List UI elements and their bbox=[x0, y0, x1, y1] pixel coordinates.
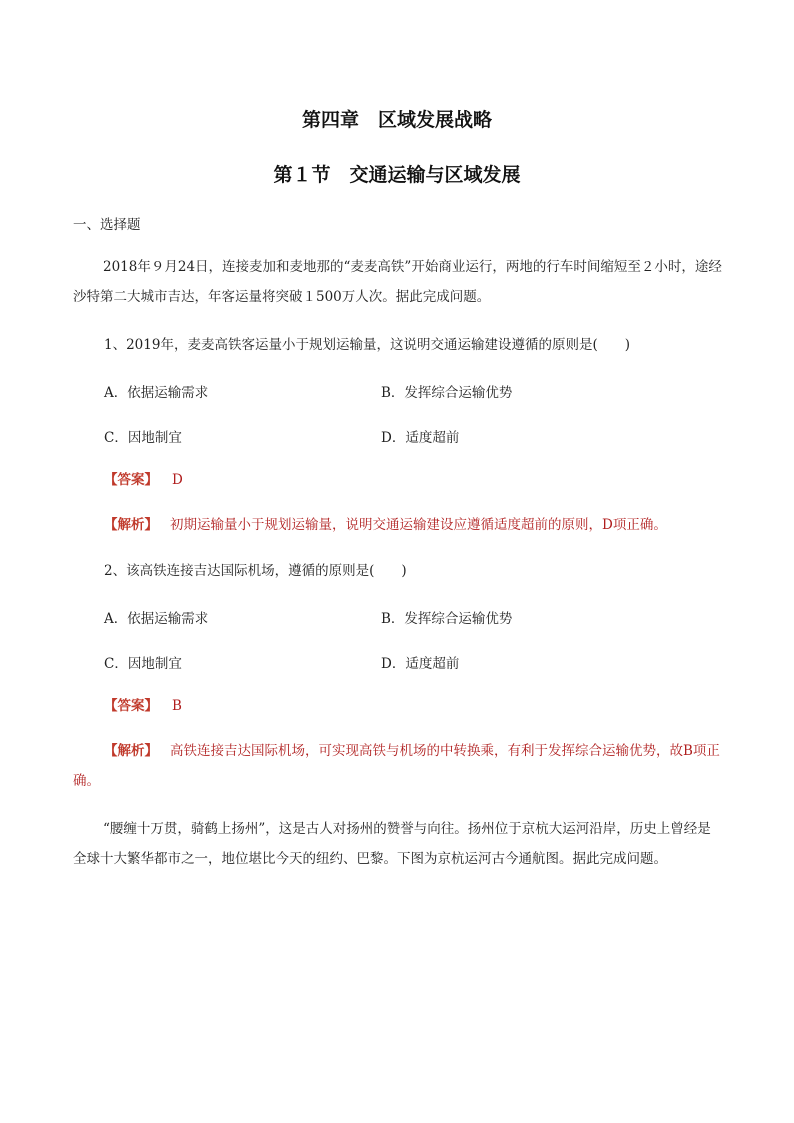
q2-answer-value: B bbox=[172, 698, 182, 714]
q2-answer bbox=[104, 697, 182, 715]
q1-option-d: D．适度超前 bbox=[381, 430, 460, 446]
answer-label: 【答案】 bbox=[104, 698, 158, 714]
section-title: 第１节 交通运输与区域发展 bbox=[273, 164, 521, 186]
part-heading: 一、选择题 bbox=[73, 217, 141, 233]
intro-passage-2: “腰缠十万贯，骑鹤上扬州”，这是古人对扬州的赞誉与向往。扬州位于京杭大运河沿岸，历史上曾经是全球十大繁华都市之一，地位堪比今天的纽约、巴黎。下图为京杭运河古今通航图。据此完成问题。 bbox=[73, 821, 711, 867]
q1-option-c: C．因地制宜 bbox=[104, 430, 182, 446]
q1-analysis-text: 初期运输量小于规划运输量，说明交通运输建设应遵循适度超前的原则，D项正确。 bbox=[170, 517, 667, 533]
q2-analysis bbox=[73, 736, 723, 796]
q1-analysis bbox=[104, 516, 667, 534]
analysis-label: 【解析】 bbox=[104, 743, 158, 759]
chapter-title: 第四章 区域发展战略 bbox=[301, 109, 492, 131]
answer-label: 【答案】 bbox=[104, 472, 158, 488]
q2-option-a: A．依据运输需求 bbox=[104, 611, 209, 627]
q1-option-b: B．发挥综合运输优势 bbox=[381, 385, 513, 401]
analysis-label: 【解析】 bbox=[104, 517, 158, 533]
q2-option-d: D．适度超前 bbox=[381, 656, 460, 672]
q1-answer bbox=[104, 471, 183, 489]
q1-option-a: A．依据运输需求 bbox=[104, 385, 209, 401]
q2-analysis-text: 高铁连接吉达国际机场，可实现高铁与机场的中转换乘，有利于发挥综合运输优势，故B项正确。 bbox=[73, 743, 720, 789]
q2-option-c: C．因地制宜 bbox=[104, 656, 182, 672]
q1-answer-value: D bbox=[172, 472, 183, 488]
q2-option-b: B．发挥综合运输优势 bbox=[381, 611, 513, 627]
intro-passage-1: 2018年９月24日，连接麦加和麦地那的“麦麦高铁”开始商业运行，两地的行车时间缩短至２小时，途经沙特第二大城市吉达，年客运量将突破１500万人次。据此完成问题。 bbox=[73, 259, 722, 305]
question-1: 1、2019年，麦麦高铁客运量小于规划运输量，这说明交通运输建设遵循的原则是( ) bbox=[104, 337, 630, 353]
question-2: 2、该高铁连接吉达国际机场，遵循的原则是( ) bbox=[104, 563, 407, 579]
